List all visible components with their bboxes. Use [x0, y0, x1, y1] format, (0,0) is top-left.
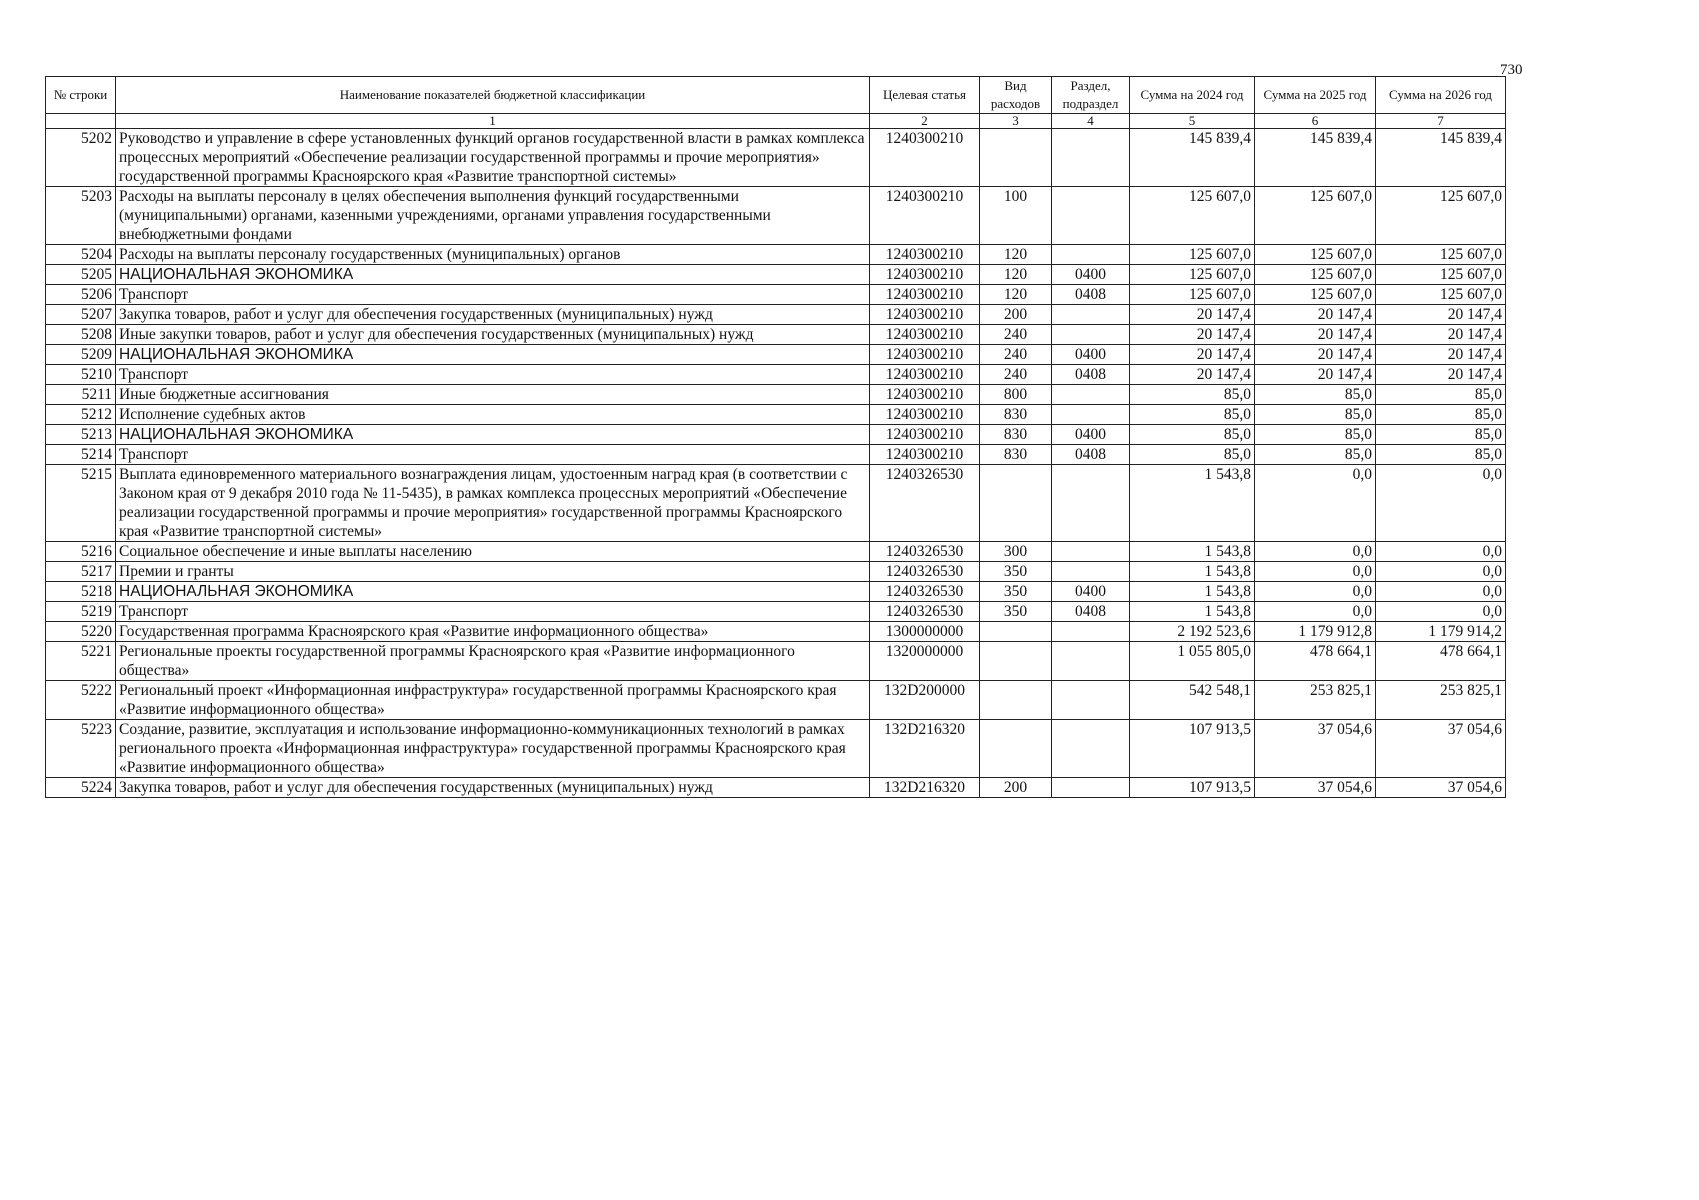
- sum-2024: 85,0: [1130, 425, 1255, 445]
- expense-kind: [980, 720, 1052, 778]
- section-code: [1052, 465, 1130, 542]
- column-number-2025: 6: [1255, 114, 1376, 129]
- indicator-name: Государственная программа Красноярского края «Развитие информационного общества»: [116, 622, 870, 642]
- sum-2026: 0,0: [1376, 582, 1506, 602]
- sum-2024: 542 548,1: [1130, 681, 1255, 720]
- target-article: 132D216320: [870, 778, 980, 798]
- expense-kind: 300: [980, 542, 1052, 562]
- expense-kind: 830: [980, 405, 1052, 425]
- header-sum-2026: Сумма на 2026 год: [1376, 77, 1506, 114]
- sum-2024: 85,0: [1130, 445, 1255, 465]
- sum-2026: 20 147,4: [1376, 365, 1506, 385]
- row-number: 5222: [46, 681, 116, 720]
- target-article: 1240300210: [870, 405, 980, 425]
- sum-2025: 125 607,0: [1255, 285, 1376, 305]
- indicator-name: Региональные проекты государственной программы Красноярского края «Развитие информационного общества»: [116, 642, 870, 681]
- target-article: 1240300210: [870, 305, 980, 325]
- column-number-2026: 7: [1376, 114, 1506, 129]
- table-row: [46, 642, 1506, 681]
- indicator-name: Создание, развитие, эксплуатация и использование информационно-коммуникационных технологий в рамках регионального проекта «Информационная инфраструктура» государственной программы Красноярского края «Развитие информационного общества»: [116, 720, 870, 778]
- target-article: 1240326530: [870, 542, 980, 562]
- sum-2025: 125 607,0: [1255, 265, 1376, 285]
- header-sum-2025: Сумма на 2025 год: [1255, 77, 1376, 114]
- table-row: [46, 325, 1506, 345]
- indicator-name: Расходы на выплаты персоналу в целях обеспечения выполнения функций государственными (муниципальными) органами, казенными учреждениями, органами управления государственными внебюджетными фондами: [116, 187, 870, 245]
- indicator-name: Транспорт: [116, 285, 870, 305]
- sum-2024: 2 192 523,6: [1130, 622, 1255, 642]
- section-code: [1052, 385, 1130, 405]
- sum-2024: 125 607,0: [1130, 245, 1255, 265]
- indicator-name: НАЦИОНАЛЬНАЯ ЭКОНОМИКА: [116, 425, 870, 445]
- indicator-name: Выплата единовременного материального вознаграждения лицам, удостоенным наград края (в соответствии с Законом края от 9 декабря 2010 года № 11-5435), в рамках комплекса процессных мероприятий «Обеспечение реализации государственной программы и прочие мероприятия» государственной программы Красноярского края «Развитие транспортной системы»: [116, 465, 870, 542]
- target-article: 1240300210: [870, 425, 980, 445]
- target-article: 1300000000: [870, 622, 980, 642]
- header-row-number: № строки: [46, 77, 116, 114]
- sum-2025: 85,0: [1255, 385, 1376, 405]
- sum-2024: 85,0: [1130, 385, 1255, 405]
- sum-2024: 125 607,0: [1130, 285, 1255, 305]
- indicator-name: Региональный проект «Информационная инфраструктура» государственной программы Красноярского края «Развитие информационного общества»: [116, 681, 870, 720]
- indicator-name: Исполнение судебных актов: [116, 405, 870, 425]
- expense-kind: 120: [980, 265, 1052, 285]
- target-article: 1240300210: [870, 385, 980, 405]
- section-code: [1052, 129, 1130, 187]
- header-name: Наименование показателей бюджетной классификации: [116, 77, 870, 114]
- row-number: 5218: [46, 582, 116, 602]
- table-row: [46, 582, 1506, 602]
- sum-2026: 85,0: [1376, 405, 1506, 425]
- row-number: 5212: [46, 405, 116, 425]
- sum-2024: 20 147,4: [1130, 305, 1255, 325]
- sum-2026: 37 054,6: [1376, 778, 1506, 798]
- expense-kind: [980, 642, 1052, 681]
- table-row: [46, 285, 1506, 305]
- column-number-2024: 5: [1130, 114, 1255, 129]
- indicator-name: Транспорт: [116, 365, 870, 385]
- section-code: [1052, 245, 1130, 265]
- sum-2026: 1 179 914,2: [1376, 622, 1506, 642]
- sum-2025: 85,0: [1255, 445, 1376, 465]
- expense-kind: 350: [980, 562, 1052, 582]
- row-number: 5205: [46, 265, 116, 285]
- sum-2025: 145 839,4: [1255, 129, 1376, 187]
- expense-kind: [980, 129, 1052, 187]
- indicator-name: Расходы на выплаты персоналу государственных (муниципальных) органов: [116, 245, 870, 265]
- sum-2024: 125 607,0: [1130, 187, 1255, 245]
- table-row: [46, 445, 1506, 465]
- sum-2024: 1 543,8: [1130, 582, 1255, 602]
- section-code: 0400: [1052, 345, 1130, 365]
- row-number: 5208: [46, 325, 116, 345]
- sum-2024: 20 147,4: [1130, 325, 1255, 345]
- indicator-name: НАЦИОНАЛЬНАЯ ЭКОНОМИКА: [116, 265, 870, 285]
- sum-2024: 1 543,8: [1130, 562, 1255, 582]
- sum-2024: 1 055 805,0: [1130, 642, 1255, 681]
- target-article: 1240300210: [870, 187, 980, 245]
- table-row: [46, 778, 1506, 798]
- indicator-name: Транспорт: [116, 445, 870, 465]
- sum-2026: 85,0: [1376, 445, 1506, 465]
- section-code: [1052, 325, 1130, 345]
- section-code: 0400: [1052, 582, 1130, 602]
- sum-2024: 107 913,5: [1130, 720, 1255, 778]
- table-row: [46, 265, 1506, 285]
- section-code: [1052, 681, 1130, 720]
- target-article: 1240300210: [870, 129, 980, 187]
- section-code: [1052, 778, 1130, 798]
- expense-kind: 830: [980, 445, 1052, 465]
- section-code: [1052, 305, 1130, 325]
- column-number-name: 1: [116, 114, 870, 129]
- expense-kind: 200: [980, 778, 1052, 798]
- target-article: 1240326530: [870, 602, 980, 622]
- row-number: 5217: [46, 562, 116, 582]
- sum-2026: 0,0: [1376, 542, 1506, 562]
- indicator-name: Закупка товаров, работ и услуг для обеспечения государственных (муниципальных) нужд: [116, 305, 870, 325]
- table-row: [46, 365, 1506, 385]
- row-number: 5206: [46, 285, 116, 305]
- sum-2024: 20 147,4: [1130, 365, 1255, 385]
- sum-2025: 0,0: [1255, 562, 1376, 582]
- sum-2025: 478 664,1: [1255, 642, 1376, 681]
- sum-2026: 0,0: [1376, 562, 1506, 582]
- row-number: 5215: [46, 465, 116, 542]
- row-number: 5224: [46, 778, 116, 798]
- table-row: [46, 187, 1506, 245]
- column-number-kind: 3: [980, 114, 1052, 129]
- sum-2025: 20 147,4: [1255, 305, 1376, 325]
- table-row: [46, 602, 1506, 622]
- column-number-empty: [46, 114, 116, 129]
- target-article: 1240300210: [870, 245, 980, 265]
- target-article: 1240326530: [870, 465, 980, 542]
- header-section: Раздел, подраздел: [1052, 77, 1130, 114]
- row-number: 5210: [46, 365, 116, 385]
- sum-2026: 20 147,4: [1376, 345, 1506, 365]
- sum-2024: 125 607,0: [1130, 265, 1255, 285]
- expense-kind: [980, 681, 1052, 720]
- indicator-name: Иные бюджетные ассигнования: [116, 385, 870, 405]
- sum-2024: 1 543,8: [1130, 602, 1255, 622]
- sum-2026: 125 607,0: [1376, 265, 1506, 285]
- table-row: [46, 385, 1506, 405]
- sum-2024: 85,0: [1130, 405, 1255, 425]
- expense-kind: 350: [980, 602, 1052, 622]
- table-row: [46, 562, 1506, 582]
- header-expense-kind: Вид расходов: [980, 77, 1052, 114]
- sum-2026: 37 054,6: [1376, 720, 1506, 778]
- row-number: 5207: [46, 305, 116, 325]
- sum-2025: 1 179 912,8: [1255, 622, 1376, 642]
- sum-2026: 478 664,1: [1376, 642, 1506, 681]
- target-article: 1240300210: [870, 265, 980, 285]
- section-code: [1052, 187, 1130, 245]
- page-number: 730: [1500, 62, 1523, 78]
- section-code: 0408: [1052, 285, 1130, 305]
- table-row: [46, 465, 1506, 542]
- sum-2026: 0,0: [1376, 602, 1506, 622]
- section-code: [1052, 405, 1130, 425]
- table-header-row: [46, 77, 1506, 114]
- expense-kind: 240: [980, 345, 1052, 365]
- sum-2026: 20 147,4: [1376, 305, 1506, 325]
- column-number-section: 4: [1052, 114, 1130, 129]
- section-code: 0400: [1052, 425, 1130, 445]
- budget-table: [45, 76, 1506, 798]
- expense-kind: 350: [980, 582, 1052, 602]
- sum-2024: 20 147,4: [1130, 345, 1255, 365]
- sum-2025: 0,0: [1255, 465, 1376, 542]
- column-number-row: [46, 114, 1506, 129]
- expense-kind: 800: [980, 385, 1052, 405]
- expense-kind: 240: [980, 365, 1052, 385]
- target-article: 1240300210: [870, 365, 980, 385]
- table-row: [46, 305, 1506, 325]
- row-number: 5211: [46, 385, 116, 405]
- section-code: [1052, 622, 1130, 642]
- section-code: [1052, 542, 1130, 562]
- row-number: 5209: [46, 345, 116, 365]
- table-row: [46, 622, 1506, 642]
- indicator-name: Руководство и управление в сфере установленных функций органов государственной власти в рамках комплекса процессных мероприятий «Обеспечение реализации государственной программы и прочие мероприятия» государственной программы Красноярского края «Развитие транспортной системы»: [116, 129, 870, 187]
- sum-2025: 85,0: [1255, 425, 1376, 445]
- sum-2025: 37 054,6: [1255, 778, 1376, 798]
- table-row: [46, 425, 1506, 445]
- sum-2025: 0,0: [1255, 602, 1376, 622]
- expense-kind: 120: [980, 245, 1052, 265]
- row-number: 5204: [46, 245, 116, 265]
- sum-2026: 145 839,4: [1376, 129, 1506, 187]
- sum-2024: 1 543,8: [1130, 465, 1255, 542]
- expense-kind: 100: [980, 187, 1052, 245]
- row-number: 5223: [46, 720, 116, 778]
- section-code: [1052, 562, 1130, 582]
- sum-2025: 37 054,6: [1255, 720, 1376, 778]
- sum-2026: 0,0: [1376, 465, 1506, 542]
- sum-2026: 20 147,4: [1376, 325, 1506, 345]
- expense-kind: [980, 465, 1052, 542]
- row-number: 5202: [46, 129, 116, 187]
- table-row: [46, 129, 1506, 187]
- sum-2025: 125 607,0: [1255, 187, 1376, 245]
- row-number: 5214: [46, 445, 116, 465]
- target-article: 132D200000: [870, 681, 980, 720]
- target-article: 1240326530: [870, 582, 980, 602]
- sum-2025: 20 147,4: [1255, 365, 1376, 385]
- header-sum-2024: Сумма на 2024 год: [1130, 77, 1255, 114]
- target-article: 1240300210: [870, 445, 980, 465]
- sum-2024: 1 543,8: [1130, 542, 1255, 562]
- target-article: 1240300210: [870, 345, 980, 365]
- target-article: 1240326530: [870, 562, 980, 582]
- sum-2025: 85,0: [1255, 405, 1376, 425]
- expense-kind: 120: [980, 285, 1052, 305]
- sum-2025: 0,0: [1255, 542, 1376, 562]
- sum-2025: 20 147,4: [1255, 345, 1376, 365]
- section-code: [1052, 720, 1130, 778]
- section-code: 0408: [1052, 602, 1130, 622]
- header-target-article: Целевая статья: [870, 77, 980, 114]
- target-article: 132D216320: [870, 720, 980, 778]
- target-article: 1240300210: [870, 285, 980, 305]
- section-code: 0408: [1052, 365, 1130, 385]
- sum-2026: 125 607,0: [1376, 285, 1506, 305]
- sum-2024: 107 913,5: [1130, 778, 1255, 798]
- indicator-name: Иные закупки товаров, работ и услуг для обеспечения государственных (муниципальных) нужд: [116, 325, 870, 345]
- row-number: 5216: [46, 542, 116, 562]
- indicator-name: Премии и гранты: [116, 562, 870, 582]
- expense-kind: 200: [980, 305, 1052, 325]
- indicator-name: НАЦИОНАЛЬНАЯ ЭКОНОМИКА: [116, 582, 870, 602]
- sum-2026: 125 607,0: [1376, 245, 1506, 265]
- sum-2026: 125 607,0: [1376, 187, 1506, 245]
- sum-2025: 125 607,0: [1255, 245, 1376, 265]
- sum-2025: 20 147,4: [1255, 325, 1376, 345]
- sum-2026: 85,0: [1376, 385, 1506, 405]
- expense-kind: [980, 622, 1052, 642]
- section-code: [1052, 642, 1130, 681]
- table-row: [46, 542, 1506, 562]
- table-row: [46, 681, 1506, 720]
- row-number: 5220: [46, 622, 116, 642]
- indicator-name: Социальное обеспечение и иные выплаты населению: [116, 542, 870, 562]
- table-row: [46, 720, 1506, 778]
- section-code: 0400: [1052, 265, 1130, 285]
- sum-2025: 253 825,1: [1255, 681, 1376, 720]
- expense-kind: 830: [980, 425, 1052, 445]
- sum-2026: 85,0: [1376, 425, 1506, 445]
- indicator-name: Транспорт: [116, 602, 870, 622]
- table-row: [46, 405, 1506, 425]
- row-number: 5219: [46, 602, 116, 622]
- sum-2025: 0,0: [1255, 582, 1376, 602]
- indicator-name: Закупка товаров, работ и услуг для обеспечения государственных (муниципальных) нужд: [116, 778, 870, 798]
- row-number: 5221: [46, 642, 116, 681]
- target-article: 1320000000: [870, 642, 980, 681]
- table-row: [46, 245, 1506, 265]
- table-row: [46, 345, 1506, 365]
- column-number-code: 2: [870, 114, 980, 129]
- expense-kind: 240: [980, 325, 1052, 345]
- target-article: 1240300210: [870, 325, 980, 345]
- sum-2026: 253 825,1: [1376, 681, 1506, 720]
- indicator-name: НАЦИОНАЛЬНАЯ ЭКОНОМИКА: [116, 345, 870, 365]
- sum-2024: 145 839,4: [1130, 129, 1255, 187]
- row-number: 5213: [46, 425, 116, 445]
- section-code: 0408: [1052, 445, 1130, 465]
- row-number: 5203: [46, 187, 116, 245]
